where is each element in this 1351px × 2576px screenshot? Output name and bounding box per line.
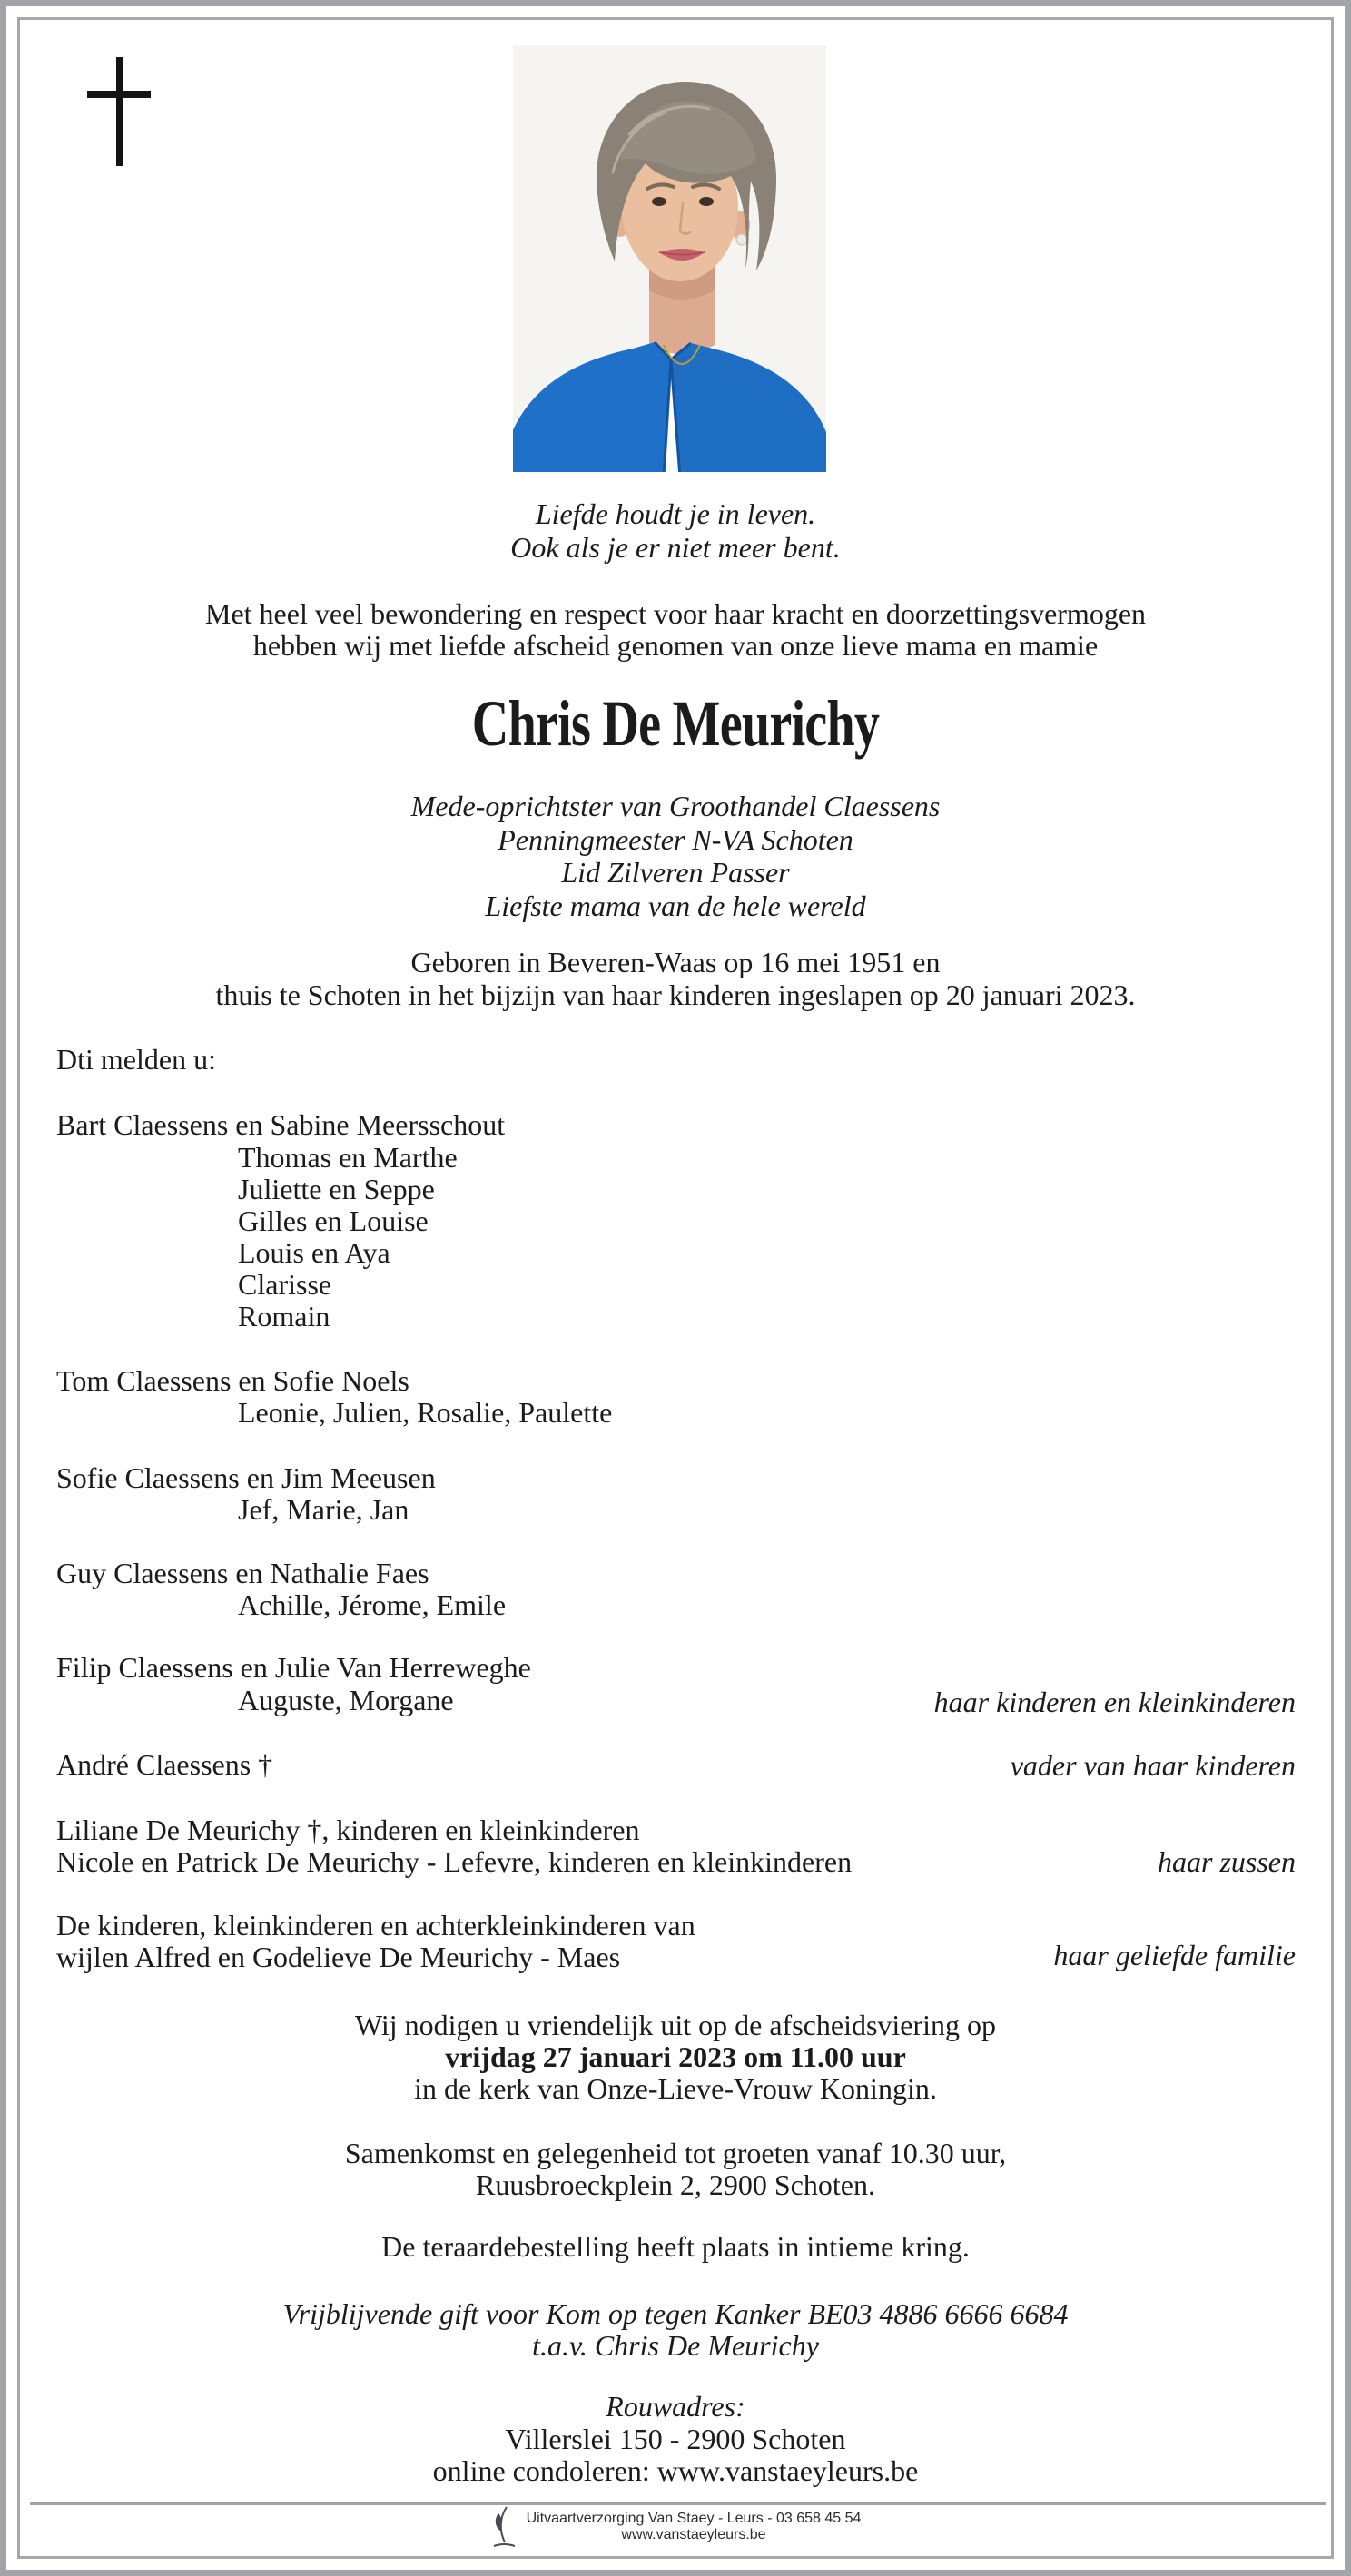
service-datetime: vrijdag 27 januari 2023 om 11.00 uur [445,2040,906,2073]
gift-block [0,2298,1351,2362]
quote-block [0,497,1351,565]
title-line: Liefste mama van de hele wereld [485,889,866,922]
life-line: Geboren in Beveren-Waas op 16 mei 1951 en [410,946,941,978]
life-dates-block [0,946,1351,1011]
beloved-family-line: De kinderen, kleinkinderen en achterkleinkinderen van [56,1909,695,1942]
relation-label: haar kinderen en kleinkinderen [933,1686,1296,1718]
child-line: Achille, Jérome, Emile [238,1588,507,1621]
family-parents: Filip Claessens en Julie Van Herreweghe [56,1651,531,1684]
child-line: Auguste, Morgane [238,1684,454,1716]
intro-block [0,598,1351,662]
intro-line: Met heel veel bewondering en respect voor haar kracht en doorzettingsvermogen [204,597,1147,630]
service-invite: Wij nodigen u vriendelijk uit op de afscheidsviering op [354,2009,997,2041]
family-parents: Sofie Claessens en Jim Meeusen [56,1461,436,1494]
family-parents: Guy Claessens en Nathalie Faes [56,1557,429,1589]
gift-line: Vrijblijvende gift voor Kom op tegen Kanker BE03 4886 6666 6684 [282,2297,1069,2330]
title-line: Lid Zilveren Passer [561,856,790,889]
relation-label: haar geliefde familie [1053,1939,1296,1971]
child-line: Romain [238,1300,330,1332]
funeral-home-footer [0,2505,1351,2549]
child-line: Louis en Aya [238,1236,390,1269]
gathering-block [0,2138,1351,2201]
title-line: Penningmeester N-VA Schoten [498,822,853,856]
quote-line: Liefde houdt je in leven. [535,497,816,530]
intro-line: hebben wij met liefde afscheid genomen van onze lieve mama en mamie [252,629,1099,662]
relation-label: haar zussen [1157,1845,1296,1878]
sister-line: Nicole en Patrick De Meurichy - Lefevre, kinderen en kleinkinderen [56,1845,853,1878]
family-parents: Tom Claessens en Sofie Noels [56,1364,409,1397]
condolence-line: online condoleren: www.vanstaeyleurs.be [432,2454,919,2487]
portrait-photo [513,45,826,472]
title-line: Mede-oprichtster van Groothandel Claessens [410,790,941,822]
family-parents: Bart Claessens en Sabine Meersschout [56,1108,506,1141]
sister-line: Liliane De Meurichy †, kinderen en kleinkinderen [56,1814,640,1846]
gathering-line: Samenkomst en gelegenheid tot groeten vanaf 10.30 uur, [344,2137,1007,2169]
announcement-label: Dti melden u: [56,1043,216,1076]
relation-label: vader van haar kinderen [1010,1749,1296,1782]
deceased-name: Chris De Meurichy [471,687,880,760]
quote-line: Ook als je er niet meer bent. [510,531,841,564]
child-line: Juliette en Seppe [238,1173,435,1205]
titles-block [0,790,1351,922]
child-line: Clarisse [238,1268,332,1301]
child-line: Gilles en Louise [238,1204,429,1237]
mourning-address-block [0,2391,1351,2488]
child-line: Jef, Marie, Jan [238,1493,409,1526]
cross-icon [87,57,151,166]
family-children [238,1142,458,1332]
service-block [0,2010,1351,2105]
beloved-family-line: wijlen Alfred en Godelieve De Meurichy - Maes [56,1941,621,1973]
portrait-illustration [513,45,826,472]
child-line: Thomas en Marthe [238,1141,458,1174]
funeral-home-text [527,2511,862,2543]
child-line: Leonie, Julien, Rosalie, Paulette [238,1396,613,1429]
burial-line: De teraardebestelling heeft plaats in intieme kring. [381,2230,970,2263]
sprout-logo-icon [490,2505,518,2549]
life-line: thuis te Schoten in het bijzijn van haar kinderen ingeslapen op 20 januari 2023. [215,978,1136,1011]
mourning-address-label: Rouwadres: [606,2390,745,2423]
gathering-line: Ruusbroeckplein 2, 2900 Schoten. [476,2168,875,2201]
family-parents: André Claessens † [56,1748,273,1781]
gift-line: t.a.v. Chris De Meurichy [532,2329,819,2362]
funeral-home-line: Uitvaartverzorging Van Staey - Leurs - 03 658 45 54 [526,2511,862,2526]
mourning-address-line: Villerslei 150 - 2900 Schoten [505,2422,846,2455]
funeral-home-website: www.vanstaeyleurs.be [621,2527,766,2542]
service-church: in de kerk van Onze-Lieve-Vrouw Koningin. [414,2072,937,2105]
